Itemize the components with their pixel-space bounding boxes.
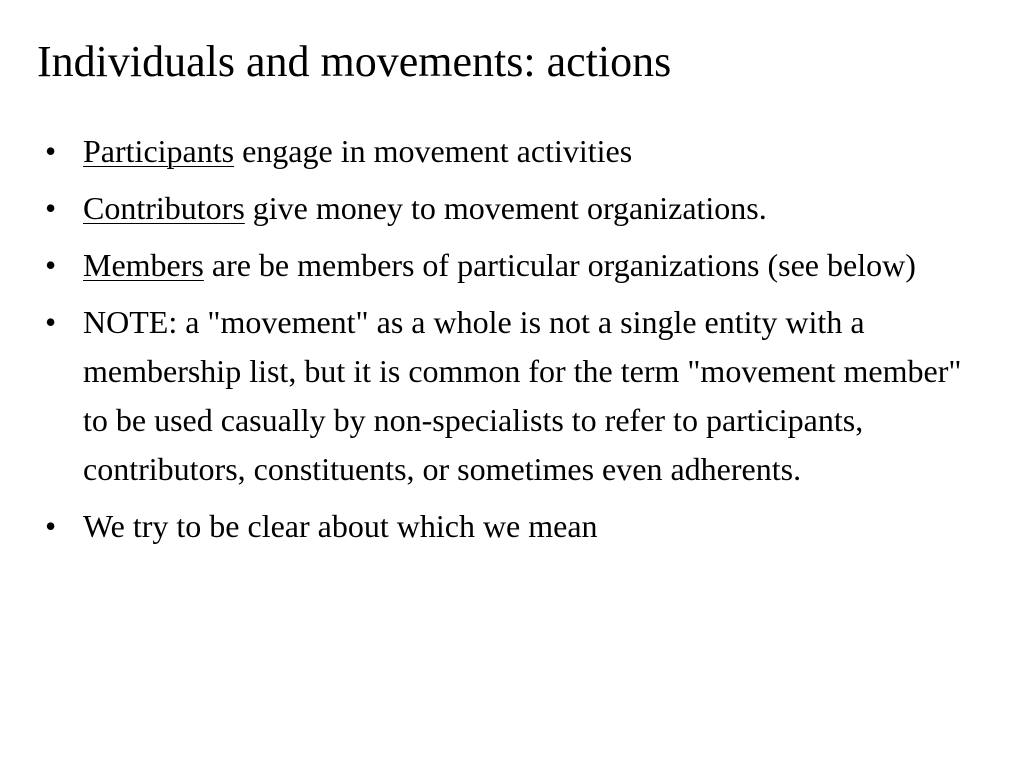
slide-title: Individuals and movements: actions [37, 37, 672, 86]
bullet-text: We try to be clear about which we mean [83, 508, 598, 544]
bullet-item-contributors [45, 184, 965, 233]
term-members: Members [83, 247, 204, 283]
bullet-body: are be members of particular organizations (see below) [203, 247, 916, 283]
bullet-text [83, 184, 965, 233]
bullet-item-note [45, 298, 965, 494]
bullet-icon: • [45, 190, 57, 226]
bullet-list [45, 127, 965, 559]
term-contributors: Contributors [83, 190, 245, 226]
bullet-icon: • [45, 304, 57, 340]
bullet-body: engage in movement activities [234, 133, 633, 169]
bullet-item-clarity [45, 502, 965, 551]
bullet-body: give money to movement organizations. [244, 190, 767, 226]
bullet-icon: • [45, 247, 57, 283]
bullet-icon: • [45, 133, 57, 169]
bullet-text [83, 127, 965, 176]
bullet-text [83, 241, 965, 290]
term-participants: Participants [83, 133, 235, 169]
bullet-icon: • [45, 508, 57, 544]
bullet-item-participants [45, 127, 965, 176]
bullet-text: NOTE: a "movement" as a whole is not a single entity with a membership list, but it is common for the term "movement member" to be used casually by non-specialists to refer to participants, contributors, constituents, or sometimes even adherents. [83, 304, 962, 487]
bullet-item-members [45, 241, 965, 290]
